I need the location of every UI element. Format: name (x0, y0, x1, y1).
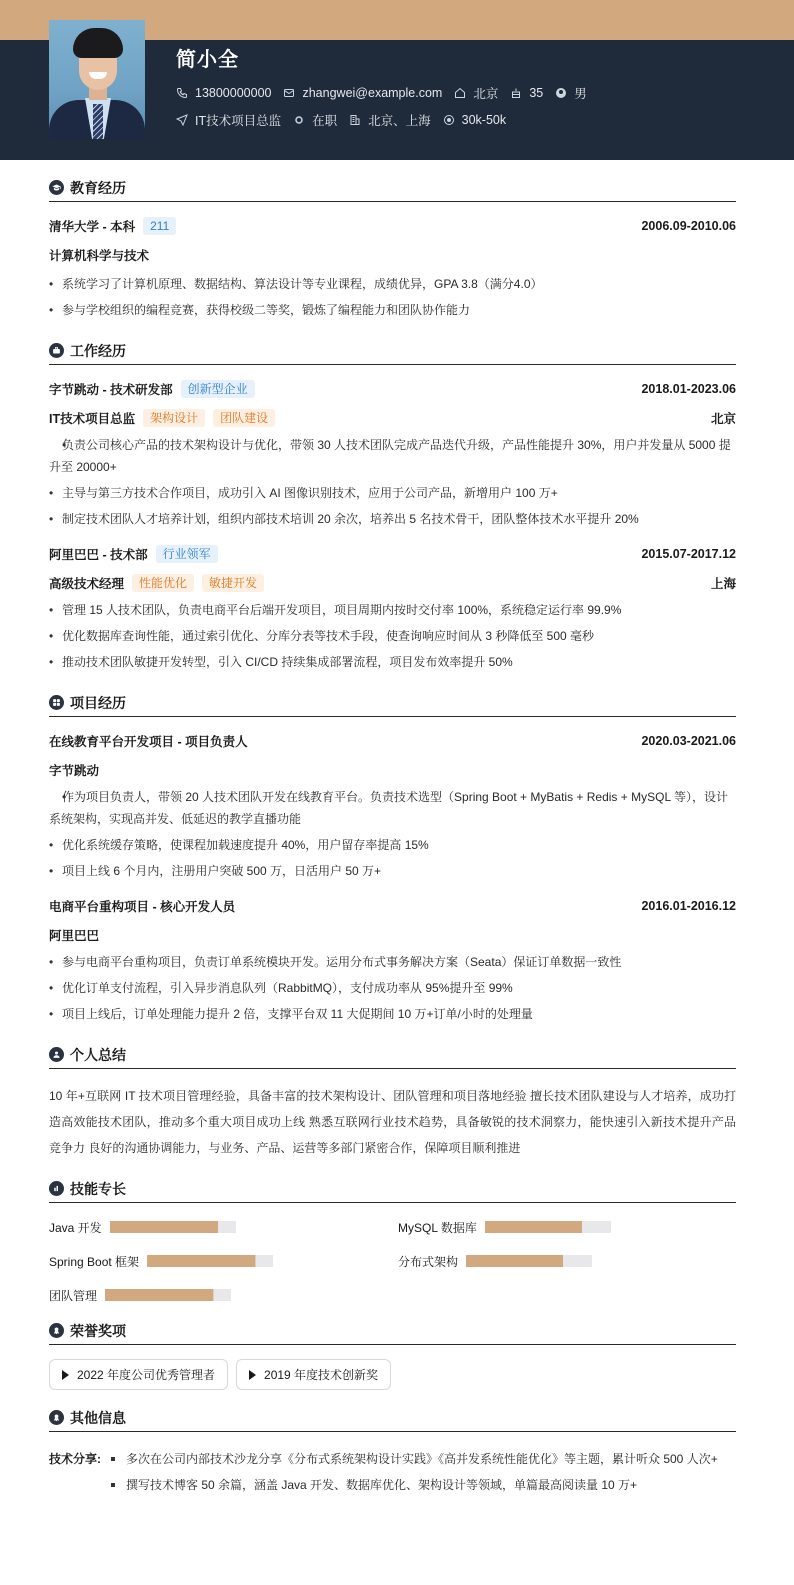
gender-info: 男 (555, 84, 587, 102)
list-item: • 项目上线后，订单处理能力提升 2 倍，支撑平台双 11 大促期间 10 万+订单/小时的处理量 (49, 1003, 736, 1025)
awards-section (49, 1321, 736, 1390)
triangle-right-icon (249, 1370, 256, 1380)
skill-bar (110, 1221, 236, 1233)
section-header: 工作经历 (49, 341, 736, 365)
candidate-name: 简小全 (176, 49, 239, 71)
work-location: 上海 (710, 577, 736, 591)
skill-item: MySQL 数据库 (398, 1217, 736, 1237)
work-section (49, 341, 736, 673)
age-info: 35 (510, 86, 543, 100)
contact-info-row (176, 84, 599, 102)
work-bullets (49, 434, 736, 530)
project-company-row: 阿里巴巴 (49, 929, 100, 943)
skill-bar (105, 1289, 231, 1301)
skill-bar (466, 1255, 592, 1267)
list-item: • 参与电商平台重构项目，负责订单系统模块开发。运用分布式事务解决方案（Seata）保证订单数据一致性 (49, 951, 736, 973)
skills-grid (49, 1217, 736, 1305)
section-header: 技能专长 (49, 1179, 736, 1203)
section-header: 荣誉奖项 (49, 1321, 736, 1345)
job-intent-row (176, 111, 518, 129)
other-list (107, 1446, 718, 1498)
list-item: • 制定技术团队人才培养计划，组织内部技术培训 20 余次，培养出 5 名技术骨干，团队整体技术水平提升 20% (49, 508, 736, 530)
award-chip: 2022 年度公司优秀管理者 (49, 1359, 228, 1390)
list-item: • 负责公司核心产品的技术架构设计与优化，带领 30 人技术团队完成产品迭代升级，产品性能提升 30%，用户并发量从 5000 提升至 20000+ (49, 434, 736, 478)
project-header-row: 电商平台重构项目 - 核心开发人员 2016.01-2016.12 (49, 899, 736, 914)
avatar-photo (49, 20, 145, 139)
list-item: 多次在公司内部技术沙龙分享《分布式系统架构设计实践》《高并发系统性能优化》等主题，累计听众 500 人次+ (107, 1446, 718, 1472)
company-tag: 创新型企业 (181, 380, 255, 398)
project-bullets (49, 786, 736, 882)
list-item: • 项目上线 6 个月内，注册用户突破 500 万，日活用户 50 万+ (49, 860, 736, 882)
summary-section (49, 1045, 736, 1161)
list-item: • 管理 15 人技术团队，负责电商平台后端开发项目，项目周期内按时交付率 100%，系统稳定运行率 99.9% (49, 599, 736, 621)
status-info: 在职 (293, 111, 337, 129)
skill-item: Spring Boot 框架 (49, 1251, 398, 1271)
section-header: 个人总结 (49, 1045, 736, 1069)
user-icon (49, 1047, 64, 1062)
email-info: zhangwei@example.com (283, 86, 442, 100)
summary-text: 10 年+互联网 IT 技术项目管理经验，具备丰富的技术架构设计、团队管理和项目落地经验 擅长技术团队建设与人才培养，成功打造高效能技术团队，推动多个重大项目成功上线 熟悉互联网行业技术趋势，具备敏锐的技术洞察力，能快速引入新技术提升产品竞争力 良好的沟通协调能力，与业务、产品、运营等多部门紧密合作，保障项目顺利推进 (49, 1089, 736, 1155)
skill-tag: 敏捷开发 (202, 574, 264, 592)
work-location: 北京 (710, 412, 736, 426)
education-date: 2006.09-2010.06 (641, 219, 736, 233)
awards-list (49, 1359, 736, 1390)
education-header-row (49, 216, 736, 236)
work-position-row: 高级技术经理 性能优化 敏捷开发 上海 (49, 576, 736, 591)
resume-content (49, 160, 736, 1498)
home-icon (454, 87, 466, 99)
skill-bar (485, 1221, 611, 1233)
skill-item: Java 开发 (49, 1217, 398, 1237)
list-item: • 系统学习了计算机原理、数据结构、算法设计等专业课程，成绩优异，GPA 3.8（满分4.0） (49, 273, 736, 295)
mail-icon (283, 87, 295, 99)
list-item: • 推动技术团队敏捷开发转型，引入 CI/CD 持续集成部署流程，项目发布效率提升 50% (49, 651, 736, 673)
list-item: • 作为项目负责人，带领 20 人技术团队开发在线教育平台。负责技术选型（Spring Boot + MyBatis + Redis + MySQL 等），设计系统架构，实现高并发、低延迟的教学直播功能 (49, 786, 736, 830)
graduation-cap-icon (49, 180, 64, 195)
send-icon (176, 114, 188, 126)
building-icon (349, 114, 361, 126)
skill-bar (147, 1255, 273, 1267)
list-item: • 参与学校组织的编程竞赛，获得校级二等奖，锻炼了编程能力和团队协作能力 (49, 299, 736, 321)
work-company-row: 阿里巴巴 - 技术部 行业领军 2015.07-2017.12 (49, 547, 736, 562)
list-item: • 优化订单支付流程，引入异步消息队列（RabbitMQ），支付成功率从 95%提升至 99% (49, 977, 736, 999)
phone-info: 13800000000 (176, 86, 271, 100)
section-header: 其他信息 (49, 1408, 736, 1432)
work-position-row: IT技术项目总监 架构设计 团队建设 北京 (49, 411, 736, 426)
project-header-row: 在线教育平台开发项目 - 项目负责人 2020.03-2021.06 (49, 734, 736, 749)
target-icon (443, 114, 455, 126)
grid-icon (49, 695, 64, 710)
list-item: • 主导与第三方技术合作项目，成功引入 AI 图像识别技术，应用于公司产品，新增用户 100 万+ (49, 482, 736, 504)
school-tag: 211 (143, 217, 176, 235)
other-section (49, 1408, 736, 1498)
education-section (49, 178, 736, 321)
major-row (49, 245, 736, 265)
info-badge-icon (49, 1410, 64, 1425)
user-circle-icon (555, 87, 567, 99)
list-item: 撰写技术博客 50 余篇，涵盖 Java 开发、数据库优化、架构设计等领域，单篇最高阅读量 10 万+ (107, 1472, 718, 1498)
project-bullets (49, 951, 736, 1025)
tech-sharing-row (49, 1446, 736, 1498)
triangle-right-icon (62, 1370, 69, 1380)
bar-chart-icon (49, 1181, 64, 1196)
company-tag: 行业领军 (156, 545, 218, 563)
section-header: 教育经历 (49, 178, 736, 202)
other-label: 技术分享: (49, 1452, 101, 1466)
target-position-info: IT技术项目总监 (176, 111, 281, 129)
award-chip: 2019 年度技术创新奖 (236, 1359, 391, 1390)
major: 计算机科学与技术 (49, 249, 150, 263)
work-bullets (49, 599, 736, 673)
city-info: 北京 (454, 84, 498, 102)
section-header: 项目经历 (49, 693, 736, 717)
work-company-row: 字节跳动 - 技术研发部 创新型企业 2018.01-2023.06 (49, 382, 736, 397)
skill-tag: 性能优化 (132, 574, 194, 592)
phone-icon (176, 87, 188, 99)
project-company-row: 字节跳动 (49, 764, 100, 778)
list-item: • 优化数据库查询性能，通过索引优化、分库分表等技术手段，使查询响应时间从 3 秒降低至 500 毫秒 (49, 625, 736, 647)
salary-info: 30k-50k (443, 113, 506, 127)
list-item: • 优化系统缓存策略，使课程加载速度提升 40%，用户留存率提高 15% (49, 834, 736, 856)
medal-icon (49, 1323, 64, 1338)
skill-tag: 架构设计 (143, 409, 205, 427)
skills-section (49, 1179, 736, 1305)
target-cities-info: 北京、上海 (349, 111, 431, 129)
skill-item: 团队管理 (49, 1285, 398, 1305)
cake-icon (510, 87, 522, 99)
gear-icon (293, 114, 305, 126)
education-bullets (49, 273, 736, 321)
skill-item: 分布式架构 (398, 1251, 736, 1271)
briefcase-icon (49, 343, 64, 358)
skill-tag: 团队建设 (213, 409, 275, 427)
projects-section (49, 693, 736, 1025)
school-degree: 清华大学 - 本科 (49, 220, 136, 234)
